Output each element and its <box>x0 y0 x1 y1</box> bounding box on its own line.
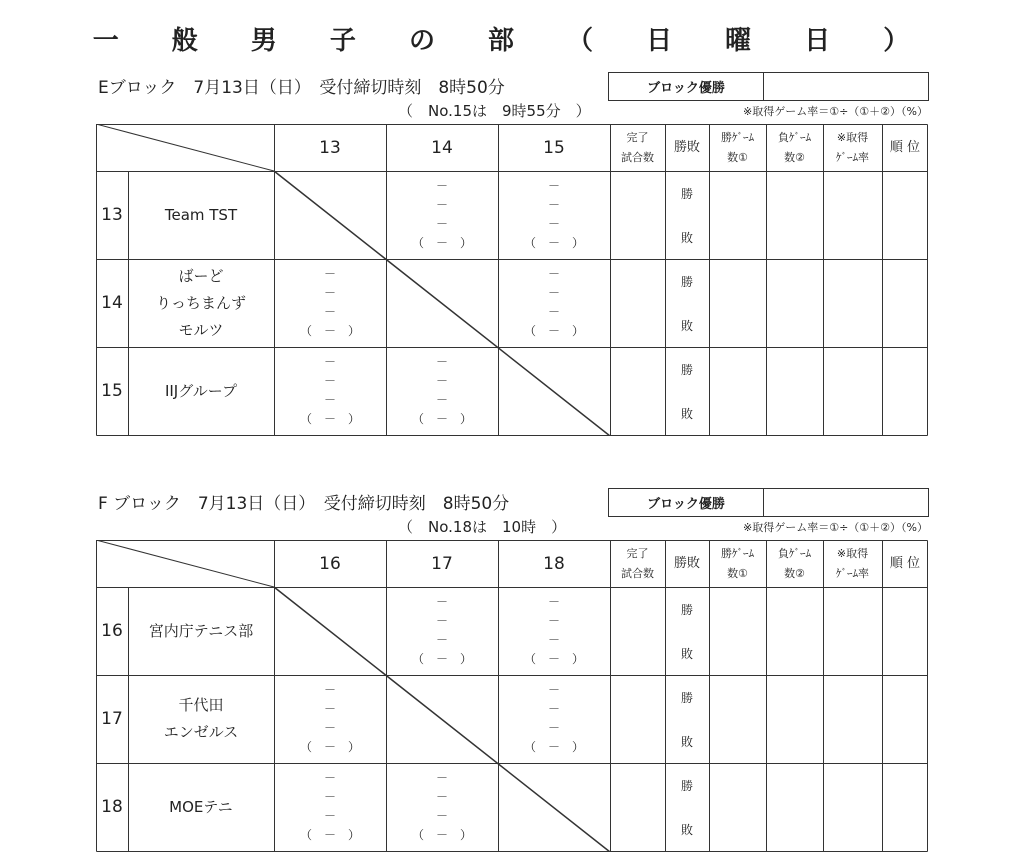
team-number: 15 <box>101 381 123 401</box>
block-winner-box <box>608 488 929 517</box>
win-label: 勝 <box>680 779 693 793</box>
column-header-14: 14 <box>431 137 453 158</box>
team-number: 17 <box>101 709 123 729</box>
column-header-18: 18 <box>543 553 565 574</box>
score-cell[interactable]: － － － （ － ） <box>299 267 360 338</box>
score-cell[interactable]: － － － （ － ） <box>411 179 472 250</box>
win-label: 勝 <box>680 363 693 377</box>
score-cell[interactable]: － － － （ － ） <box>411 355 472 426</box>
win-label: 勝 <box>680 187 693 201</box>
team-number: 13 <box>101 205 123 225</box>
block-winner-value[interactable] <box>764 489 928 516</box>
score-cell[interactable]: － － － （ － ） <box>523 267 584 338</box>
stat-header-4: ※取得 ｹﾞｰﾑ率 <box>836 546 869 580</box>
block-winner-label: ブロック優勝 <box>609 73 764 100</box>
column-header-16: 16 <box>319 553 341 574</box>
block-1 <box>96 484 928 854</box>
score-cell[interactable]: － － － （ － ） <box>411 595 472 666</box>
block-0 <box>96 68 928 438</box>
loss-label: 敗 <box>680 647 693 661</box>
stat-header-2: 勝ｹﾞｰﾑ 数① <box>721 130 754 164</box>
win-label: 勝 <box>680 275 693 289</box>
team-name: 宮内庁テニス部 <box>148 621 254 640</box>
game-rate-note: ※取得ゲーム率＝①÷（①＋②）（%） <box>743 521 928 534</box>
team-number: 14 <box>101 293 123 313</box>
team-number: 18 <box>101 797 123 817</box>
loss-label: 敗 <box>680 823 693 837</box>
loss-label: 敗 <box>680 319 693 333</box>
block-header: Eブロック 7月13日（日） 受付締切時刻 8時50分 <box>98 78 505 98</box>
column-header-15: 15 <box>543 137 565 158</box>
stat-header-0: 完了 試合数 <box>621 130 654 164</box>
league-table <box>96 540 928 852</box>
block-winner-value[interactable] <box>764 73 928 100</box>
stat-header-1: 勝敗 <box>673 555 700 571</box>
stat-header-0: 完了 試合数 <box>621 546 654 580</box>
score-cell[interactable]: － － － （ － ） <box>411 771 472 842</box>
score-cell[interactable]: － － － （ － ） <box>523 595 584 666</box>
team-name: IIJグループ <box>164 381 238 400</box>
loss-label: 敗 <box>680 735 693 749</box>
team-name: ばーど りっちまんず モルツ <box>155 266 246 339</box>
score-cell[interactable]: － － － （ － ） <box>299 355 360 426</box>
stat-header-1: 勝敗 <box>673 139 700 155</box>
deadline-note: （ No.15は 9時55分 ） <box>398 102 591 120</box>
block-winner-label: ブロック優勝 <box>609 489 764 516</box>
stat-header-2: 勝ｹﾞｰﾑ 数① <box>721 546 754 580</box>
league-table <box>96 124 928 436</box>
win-label: 勝 <box>680 603 693 617</box>
block-header: F ブロック 7月13日（日） 受付締切時刻 8時50分 <box>98 494 510 514</box>
stat-header-5: 順 位 <box>889 139 921 155</box>
stat-header-5: 順 位 <box>889 555 921 571</box>
team-name: MOEテニ <box>169 797 233 816</box>
block-winner-box <box>608 72 929 101</box>
win-label: 勝 <box>680 691 693 705</box>
stat-header-3: 負ｹﾞｰﾑ 数② <box>778 130 811 164</box>
team-name: Team TST <box>164 205 238 224</box>
game-rate-note: ※取得ゲーム率＝①÷（①＋②）（%） <box>743 105 928 118</box>
team-name: 千代田 エンゼルス <box>163 696 239 741</box>
score-cell[interactable]: － － － （ － ） <box>523 683 584 754</box>
stat-header-3: 負ｹﾞｰﾑ 数② <box>778 546 811 580</box>
loss-label: 敗 <box>680 407 693 421</box>
score-cell[interactable]: － － － （ － ） <box>523 179 584 250</box>
page-title: 一 般 男 子 の 部 （ 日 曜 日 ） <box>92 26 932 56</box>
stat-header-4: ※取得 ｹﾞｰﾑ率 <box>836 130 869 164</box>
column-header-13: 13 <box>319 137 341 158</box>
team-number: 16 <box>101 621 123 641</box>
score-cell[interactable]: － － － （ － ） <box>299 683 360 754</box>
score-cell[interactable]: － － － （ － ） <box>299 771 360 842</box>
column-header-17: 17 <box>431 553 453 574</box>
deadline-note: （ No.18は 10時 ） <box>398 518 567 536</box>
loss-label: 敗 <box>680 231 693 245</box>
